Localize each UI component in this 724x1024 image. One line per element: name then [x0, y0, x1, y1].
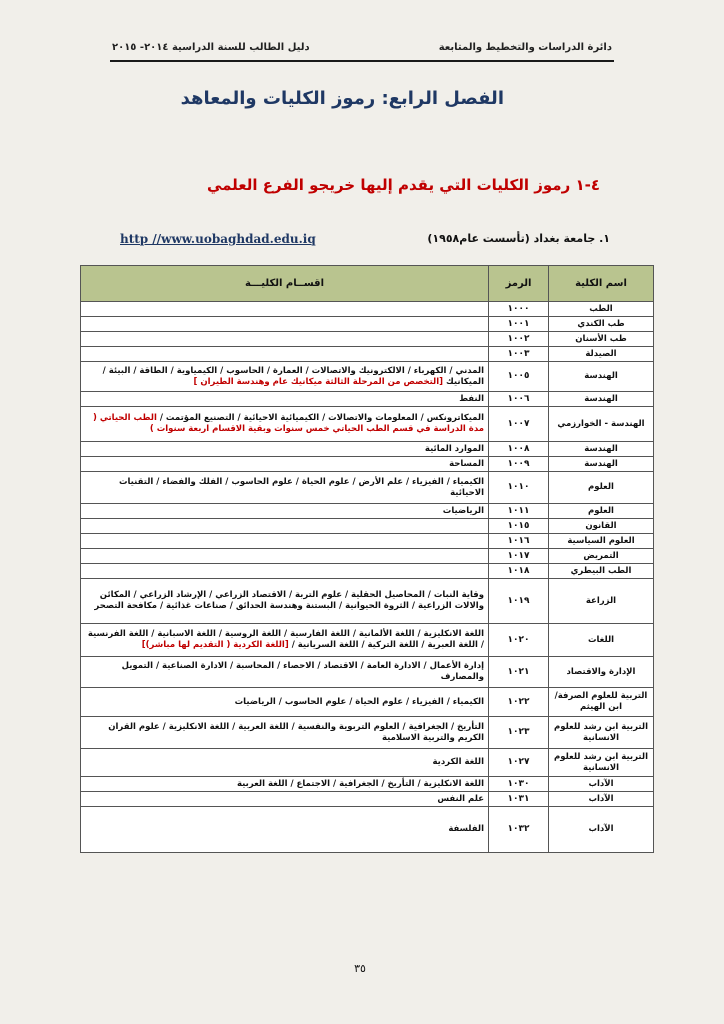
- university-name: ١. جامعة بغداد (تأسست عام١٩٥٨): [427, 232, 610, 245]
- college-code-cell: ١٠٢٣: [489, 717, 549, 749]
- table-row: [81, 792, 654, 807]
- college-code-cell: ١٠٣٠: [489, 777, 549, 792]
- college-code-cell: ١٠١٦: [489, 534, 549, 549]
- table-row: [81, 519, 654, 534]
- college-code-cell: ١٠٣٢: [489, 807, 549, 853]
- college-code-cell: ١٠١٩: [489, 579, 549, 624]
- page-number: ٣٥: [354, 962, 366, 975]
- college-name-cell: الصيدلة: [549, 347, 654, 362]
- table-body: [81, 302, 654, 853]
- departments-text: الفلسفة: [448, 824, 484, 834]
- college-departments-cell: [81, 504, 489, 519]
- table-row: [81, 392, 654, 407]
- departments-text: الرياضيات: [442, 505, 484, 516]
- departments-note: [اللغة الكردية ( التقديم لها مباشر)]: [141, 640, 289, 650]
- college-departments-cell: [81, 688, 489, 717]
- college-name-cell: طب الأسنان: [549, 332, 654, 347]
- college-departments-cell: [81, 347, 489, 362]
- college-name-cell: طب الكندي: [549, 317, 654, 332]
- college-code-cell: ١٠٢١: [489, 657, 549, 688]
- header-departments: اقســام الكليـــة: [81, 266, 489, 302]
- header-code: الرمز: [489, 266, 549, 302]
- college-departments-cell: [81, 534, 489, 549]
- departments-text: اللغة الانكليزية / التأريخ / الجغرافية / الاجتماع / اللغة العربية: [237, 778, 484, 789]
- table-row: [81, 457, 654, 472]
- college-code-cell: ١٠١٧: [489, 549, 549, 564]
- college-departments-cell: [81, 792, 489, 807]
- table-row: [81, 688, 654, 717]
- departments-text: اللغة الكردية: [432, 757, 484, 767]
- college-departments-cell: [81, 472, 489, 504]
- college-code-cell: ١٠٠٠: [489, 302, 549, 317]
- college-departments-cell: [81, 807, 489, 853]
- college-code-cell: ١٠٢٧: [489, 749, 549, 777]
- university-url-link[interactable]: http //www.uobaghdad.edu.iq: [120, 232, 316, 246]
- college-name-cell: التربية ابن رشد للعلوم الانسانية: [549, 749, 654, 777]
- college-name-cell: التربية ابن رشد للعلوم الانسانية: [549, 717, 654, 749]
- table-row: [81, 362, 654, 392]
- table-row: [81, 504, 654, 519]
- college-code-cell: ١٠٠٢: [489, 332, 549, 347]
- college-departments-cell: [81, 717, 489, 749]
- table-row: [81, 777, 654, 792]
- college-code-cell: ١٠٠١: [489, 317, 549, 332]
- table-row: [81, 549, 654, 564]
- chapter-title: الفصل الرابع: رموز الكليات والمعاهد: [180, 88, 504, 109]
- college-code-cell: ١٠٠٣: [489, 347, 549, 362]
- college-name-cell: الهندسة: [549, 442, 654, 457]
- table-row: [81, 472, 654, 504]
- college-departments-cell: [81, 657, 489, 688]
- departments-text: إدارة الأعمال / الادارة العامة / الاقتصاد / الاحصاء / المحاسبة / الادارة الصناعية / التمويل والمصارف: [121, 661, 484, 682]
- college-departments-cell: [81, 442, 489, 457]
- table-row: [81, 579, 654, 624]
- departments-text: الكيمياء / الفيزياء / علوم الحياة / علوم الحاسوب / الرياضيات: [234, 696, 484, 707]
- college-name-cell: الهندسة: [549, 392, 654, 407]
- college-name-cell: الزراعة: [549, 579, 654, 624]
- college-name-cell: العلوم: [549, 472, 654, 504]
- college-code-cell: ١٠٢٢: [489, 688, 549, 717]
- table-row: [81, 302, 654, 317]
- table-row: [81, 564, 654, 579]
- departments-text: اللغة الانكليزية / اللغة الألمانية / اللغة الفارسية / اللغة الروسية / اللغة الاسبانية / اللغة الفرنسية / اللغة العبرية / اللغة التركية / اللغة السريانية /: [87, 629, 484, 650]
- college-name-cell: العلوم السياسية: [549, 534, 654, 549]
- college-name-cell: القانون: [549, 519, 654, 534]
- departments-text: الميكاترونكس / المعلومات والاتصالات / الكيميائية الاحيائية / التصنيع المؤتمت /: [159, 413, 484, 423]
- departments-text: الموارد المائية: [424, 443, 484, 454]
- college-code-cell: ١٠١٥: [489, 519, 549, 534]
- college-name-cell: اللغات: [549, 624, 654, 657]
- header-college-name: اسم الكلية: [549, 266, 654, 302]
- table-row: [81, 717, 654, 749]
- section-title: ٤-١ رموز الكليات التي يقدم إليها خريجو الفرع العلمي: [206, 176, 600, 194]
- colleges-table: [80, 265, 654, 853]
- college-code-cell: ١٠٠٨: [489, 442, 549, 457]
- college-code-cell: ١٠١٠: [489, 472, 549, 504]
- college-departments-cell: [81, 749, 489, 777]
- college-departments-cell: [81, 579, 489, 624]
- college-name-cell: الطب البيطري: [549, 564, 654, 579]
- table-row: [81, 534, 654, 549]
- college-code-cell: ١٠١٨: [489, 564, 549, 579]
- departments-text: وقاية النبات / المحاصيل الحقلية / علوم التربة / الاقتصاد الزراعي / الإرشاد الزراعي / المكائن والالات الزراعية / الثروة الحيوانية / البستنة وهندسة الحدائق / صناعات غذائية / مكافحة التصحر: [94, 590, 484, 611]
- college-name-cell: التربية للعلوم الصرفة/ ابن الهيثم: [549, 688, 654, 717]
- table-row: [81, 807, 654, 853]
- college-name-cell: الإدارة والاقتصاد: [549, 657, 654, 688]
- college-departments-cell: [81, 457, 489, 472]
- college-departments-cell: [81, 332, 489, 347]
- departments-text: المساحة: [449, 458, 484, 469]
- header-divider: [110, 60, 614, 62]
- departments-text: المدني / الكهرباء / الالكترونيك والاتصالات / العمارة / الحاسوب / الكيمياوية / الطاقة / البيئة / الميكانيك: [102, 365, 484, 387]
- departments-note: الطب الحياتي ( مدة الدراسة في قسم الطب الحياتي خمس سنوات وبقية الاقسام اربعة سنوات ): [93, 413, 484, 434]
- college-departments-cell: [81, 392, 489, 407]
- college-name-cell: التمريض: [549, 549, 654, 564]
- departments-text: علم النفس: [437, 793, 484, 804]
- table-row: [81, 749, 654, 777]
- departments-text: التأريخ / الجغرافية / العلوم التربوية والنفسية / اللغة العربية / اللغة الانكليزية / علوم القران الكريم والتربية الاسلامية: [108, 721, 484, 743]
- college-name-cell: الآداب: [549, 807, 654, 853]
- table-row: [81, 624, 654, 657]
- departments-note: [التخصص من المرحلة الثالثة ميكانيك عام وهندسة الطيران ]: [193, 376, 444, 387]
- college-name-cell: الهندسة - الخوارزمي: [549, 407, 654, 442]
- table-row: [81, 442, 654, 457]
- university-line: [120, 232, 610, 250]
- header-department: دائرة الدراسات والتخطيط والمتابعة: [438, 42, 612, 53]
- college-code-cell: ١٠٠٦: [489, 392, 549, 407]
- college-departments-cell: [81, 407, 489, 442]
- college-name-cell: الآداب: [549, 792, 654, 807]
- table-row: [81, 317, 654, 332]
- departments-text: النفط: [459, 393, 484, 404]
- college-departments-cell: [81, 317, 489, 332]
- college-departments-cell: [81, 362, 489, 392]
- college-code-cell: ١٠٣١: [489, 792, 549, 807]
- college-departments-cell: [81, 777, 489, 792]
- departments-text: الكيمياء / الفيزياء / علم الأرض / علوم الحياة / علوم الحاسوب / الفلك والفضاء / التقنيات الاحيائية: [118, 476, 484, 498]
- college-name-cell: الطب: [549, 302, 654, 317]
- college-departments-cell: [81, 302, 489, 317]
- college-code-cell: ١٠٠٥: [489, 362, 549, 392]
- table-row: [81, 407, 654, 442]
- college-name-cell: العلوم: [549, 504, 654, 519]
- college-name-cell: الهندسة: [549, 457, 654, 472]
- college-code-cell: ١٠١١: [489, 504, 549, 519]
- college-name-cell: الآداب: [549, 777, 654, 792]
- page-header: [112, 42, 612, 58]
- college-code-cell: ١٠٠٧: [489, 407, 549, 442]
- college-code-cell: ١٠٠٩: [489, 457, 549, 472]
- college-name-cell: الهندسة: [549, 362, 654, 392]
- table-header-row: [81, 266, 654, 302]
- college-departments-cell: [81, 624, 489, 657]
- table-row: [81, 332, 654, 347]
- table-row: [81, 347, 654, 362]
- college-departments-cell: [81, 519, 489, 534]
- table-row: [81, 657, 654, 688]
- college-departments-cell: [81, 564, 489, 579]
- header-guide-title: دليل الطالب للسنة الدراسية ٢٠١٤- ٢٠١٥: [112, 42, 310, 53]
- college-code-cell: ١٠٢٠: [489, 624, 549, 657]
- college-departments-cell: [81, 549, 489, 564]
